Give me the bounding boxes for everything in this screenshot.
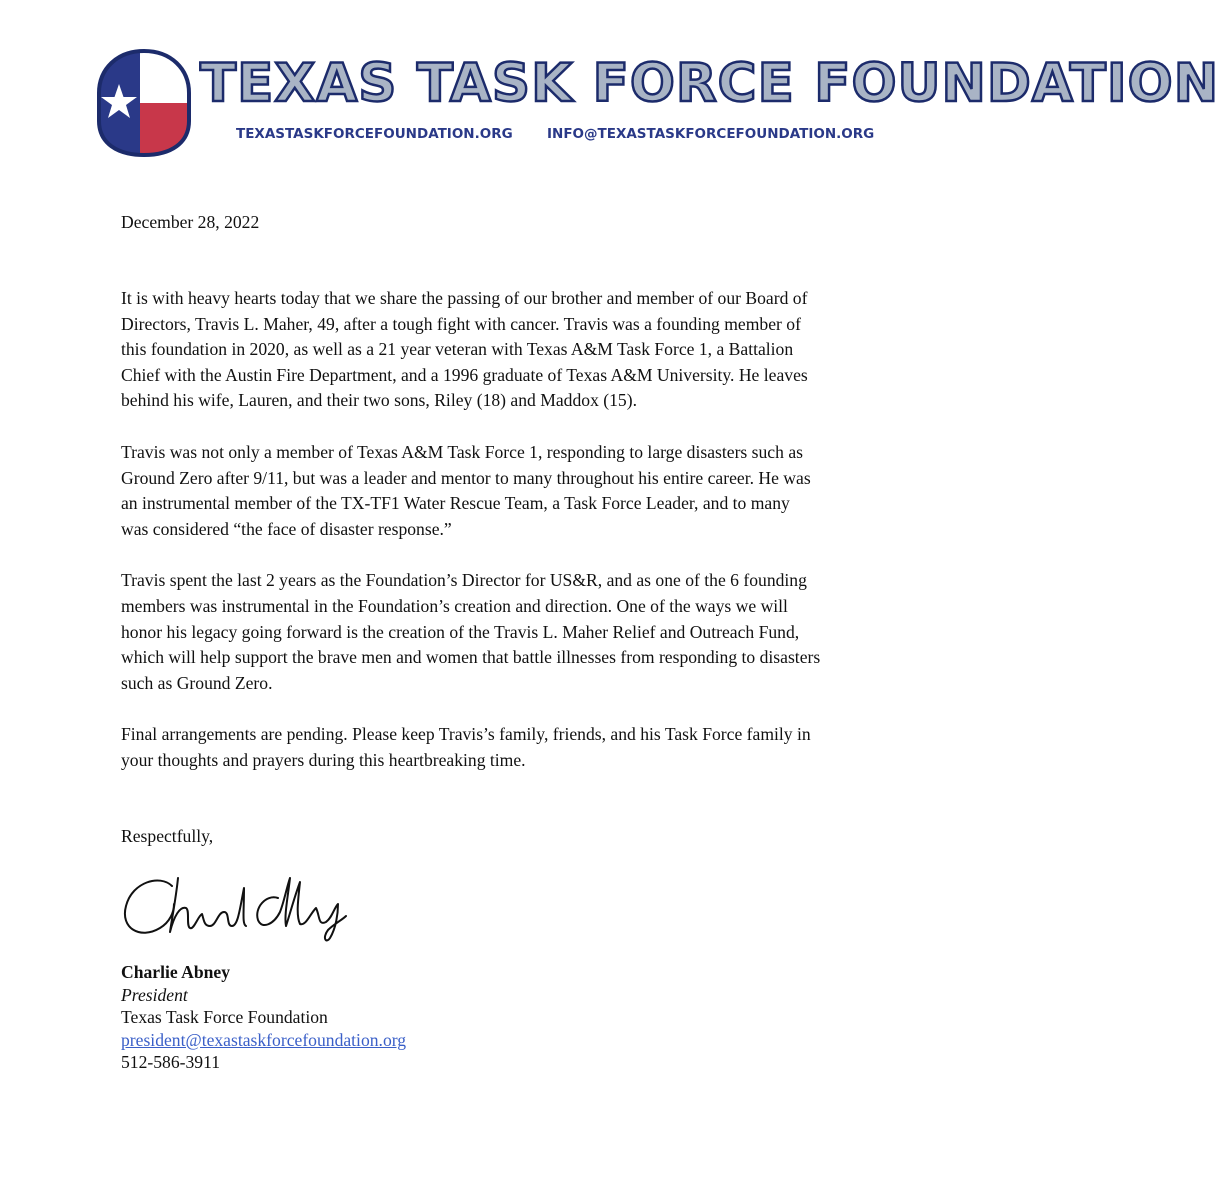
letter-date: December 28, 2022 [121,212,260,232]
signature-block [121,961,621,1074]
texas-flag-helmet-icon [95,47,193,159]
letterhead [0,0,1219,170]
contact-email-link[interactable]: INFO@TEXASTASKFORCEFOUNDATION.ORG [547,126,875,142]
paragraph-legacy: Travis spent the last 2 years as the Foundation’s Director for US&R, and as one of the 6 founding members was instrumental in the Foundation’s creation and direction. One of the ways we will honor his legacy going forward is the creation of the Travis L. Maher Relief and Outreach Fund, which will help support the brave men and women that battle illnesses from responding to disasters such as Ground Zero. [121,570,821,693]
signer-title: President [121,984,188,1005]
paragraph-announcement: It is with heavy hearts today that we share the passing of our brother and member of our Board of Directors, Travis L. Maher, 49, after a tough fight with cancer. Travis was a founding member of this foundation in 2020, as well as a 21 year veteran with Texas A&M Task Force 1, a Battalion Chief with the Austin Fire Department, and a 1996 graduate of Texas A&M University. He leaves behind his wife, Lauren, and their two sons, Riley (18) and Maddox (15). [121,288,808,411]
letter-body [121,210,821,849]
signer-organization: Texas Task Force Foundation [121,1007,328,1027]
paragraph-service: Travis was not only a member of Texas A&M Task Force 1, responding to large disasters such as Ground Zero after 9/11, but was a leader and mentor to many throughout his entire career. He was an instrumental member of the TX-TF1 Water Rescue Team, a Task Force Leader, and to many was considered “the face of disaster response.” [121,441,811,539]
signer-name: Charlie Abney [121,962,230,982]
signer-email-link[interactable]: president@texastaskforcefoundation.org [121,1029,407,1050]
organization-title: TEXAS TASK FORCE FOUNDATION [200,53,1219,114]
handwritten-signature [120,868,370,948]
closing: Respectfully, [121,825,214,846]
paragraph-arrangements: Final arrangements are pending. Please keep Travis’s family, friends, and his Task Force family in your thoughts and prayers during this heartbreaking time. [121,724,811,770]
signer-phone: 512-586-3911 [121,1052,221,1072]
website-link[interactable]: TEXASTASKFORCEFOUNDATION.ORG [236,126,513,142]
